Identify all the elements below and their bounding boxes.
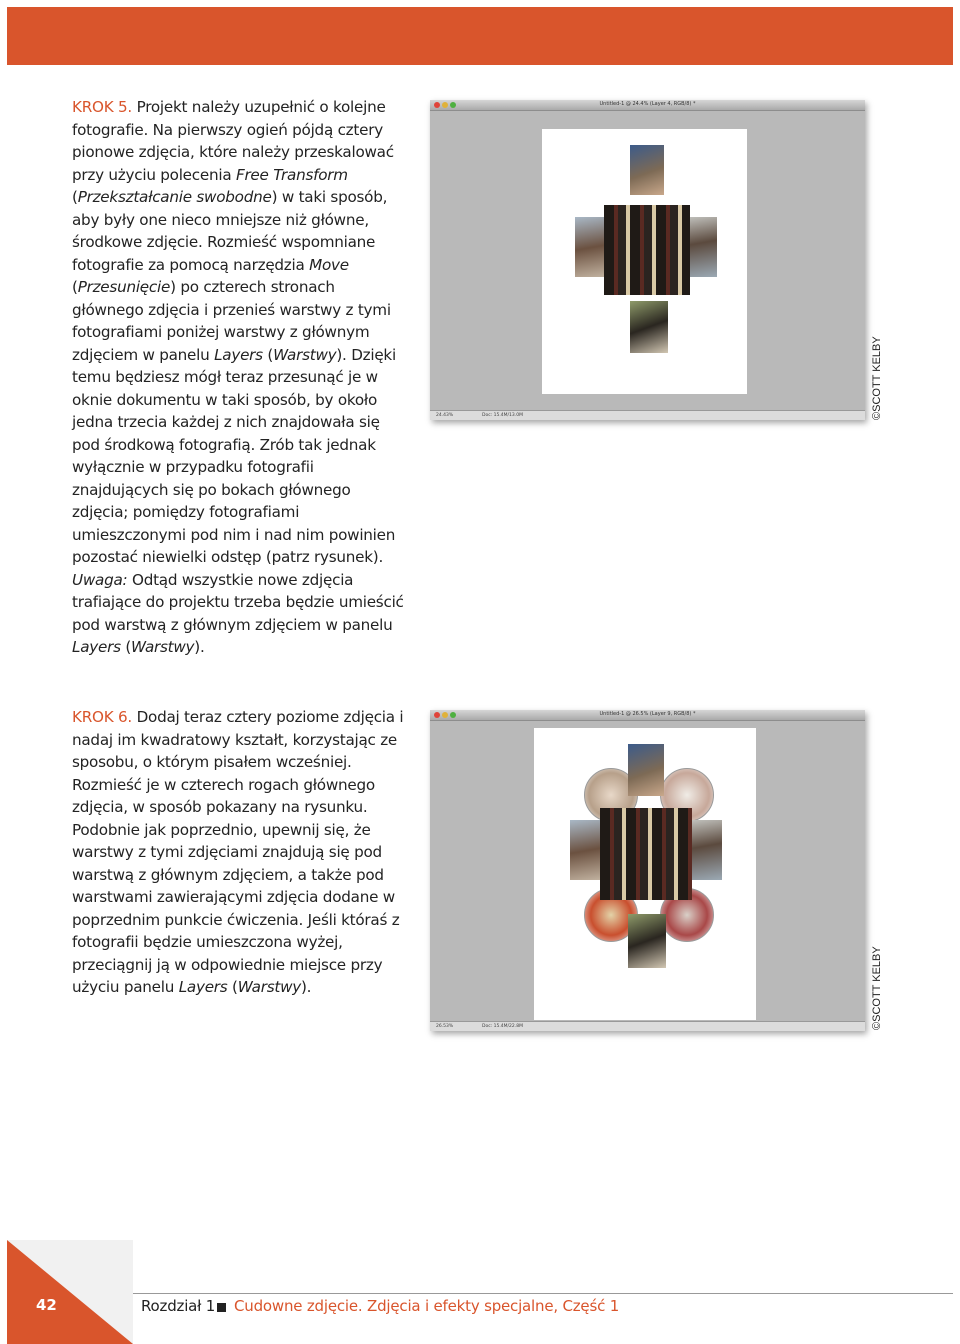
italic-run: Layers <box>178 978 228 996</box>
footer-bullet-icon <box>217 1303 226 1312</box>
photo-main <box>600 808 692 900</box>
italic-run: Layers <box>72 638 121 656</box>
footer-rule <box>133 1293 953 1294</box>
text-run: ) po czterech stronach głównego zdjęcia i przenieś warstwy z tymi fotografiami poniżej warstwy z głównym zdjęciem w panelu <box>72 278 391 364</box>
header-bar <box>7 7 953 65</box>
text-run: ). <box>301 978 312 996</box>
text-run: Odtąd wszystkie nowe zdjęcia trafiające do projektu trzeba będzie umieścić pod warstwą z głównym zdjęciem w panelu <box>72 570 404 634</box>
italic-run: Warstwy <box>131 638 195 656</box>
text-run: ) w taki sposób, aby były one nieco mniejsze niż główne, środkowe zdjęcie. Rozmieść wspomniane fotografie za pomocą narzędzia <box>72 188 388 274</box>
photo-bottom <box>630 301 668 353</box>
italic-run: Przekształcanie swobodne <box>77 188 272 206</box>
step-6-label: KROK 6. <box>72 708 132 726</box>
text-run: ( <box>227 978 238 996</box>
photo-bottom <box>628 914 666 968</box>
italic-run: Uwaga: <box>72 570 128 589</box>
photo-top <box>630 145 664 195</box>
text-run: ). <box>194 638 205 656</box>
photoshop-screenshot-2 <box>430 710 865 1031</box>
photoshop-screenshot-1 <box>430 100 865 420</box>
photo-credit: ©SCOTT KELBY <box>871 336 883 420</box>
text-run: Dodaj teraz cztery poziome zdjęcia i nadaj im kwadratowy kształt, korzystając ze sposobu, o którym pisałem wcześniej. Rozmieść je w czterech rogach głównego zdjęcia, w sposób pokazany na rysunku. Podobnie jak poprzednio, upewnij się, że warstwy z tymi zdjęciami znajdują się pod warstwą z głównym zdjęciem, a także pod warstwami zawierającymi zdjęcia dodane w poprzednim punkcie ćwiczenia. Jeśli któraś z fotografii będzie umieszczona wyżej, przeciągnij ją w odpowiednie miejsce przy użyciu panelu <box>72 708 404 996</box>
doc-size: Doc: 15.4M/22.8M <box>482 1024 523 1029</box>
photo-credit: ©SCOTT KELBY <box>871 946 883 1030</box>
italic-run: Warstwy <box>237 978 301 996</box>
footer-title: Cudowne zdjęcie. Zdjęcia i efekty specjalne, Część 1 <box>234 1297 620 1315</box>
text-run: ( <box>262 345 274 364</box>
window-title: Untitled-1 @ 26.5% (Layer 9, RGB/8) * <box>599 711 696 717</box>
photo-main <box>604 205 690 295</box>
italic-run: Warstwy <box>273 345 337 364</box>
step-6-text <box>72 706 407 999</box>
status-bar <box>430 410 865 420</box>
footer-chapter: Rozdział 1 <box>141 1297 216 1315</box>
italic-run: Move <box>309 255 349 274</box>
zoom-level: 26.53% <box>436 1024 454 1029</box>
italic-run: Przesunięcie <box>77 278 171 296</box>
page-number: 42 <box>36 1296 57 1314</box>
document-canvas <box>542 129 747 394</box>
text-run: ( <box>120 638 132 656</box>
step-5-text <box>72 96 407 659</box>
text-run: ). Dzięki temu będziesz mógł teraz przesunąć je w oknie dokumentu w taki sposób, by około jedna trzecia każdej z nich znajdowała się pod środkową fotografią. Zrób tak jednak wyłącznie w przypadku fotografii znajdujących się po bokach głównego zdjęcia; pomiędzy fotografiami umieszczonymi pod nim i nad nim powinien pozostać niewielki odstęp (patrz rysunek). <box>72 345 396 566</box>
step-5-label: KROK 5. <box>72 98 132 116</box>
photo-top <box>628 744 664 796</box>
window-titlebar <box>430 710 865 721</box>
zoom-level: 24.43% <box>436 413 454 418</box>
window-title: Untitled-1 @ 24.4% (Layer 4, RGB/8) * <box>599 101 696 107</box>
italic-run: Layers <box>214 345 263 364</box>
text-run: ( <box>72 278 78 296</box>
doc-size: Doc: 15.4M/13.0M <box>482 413 523 418</box>
text-run: ( <box>72 188 78 206</box>
text-run: Projekt należy uzupełnić o kolejne fotografie. Na pierwszy ogień pójdą cztery pionowe zdjęcia, które należy przeskalować przy użyciu polecenia <box>72 98 394 184</box>
window-titlebar <box>430 100 865 111</box>
page-curl <box>7 1240 133 1344</box>
italic-run: Free Transform <box>235 165 348 184</box>
status-bar <box>430 1021 865 1031</box>
document-canvas <box>534 728 756 1020</box>
